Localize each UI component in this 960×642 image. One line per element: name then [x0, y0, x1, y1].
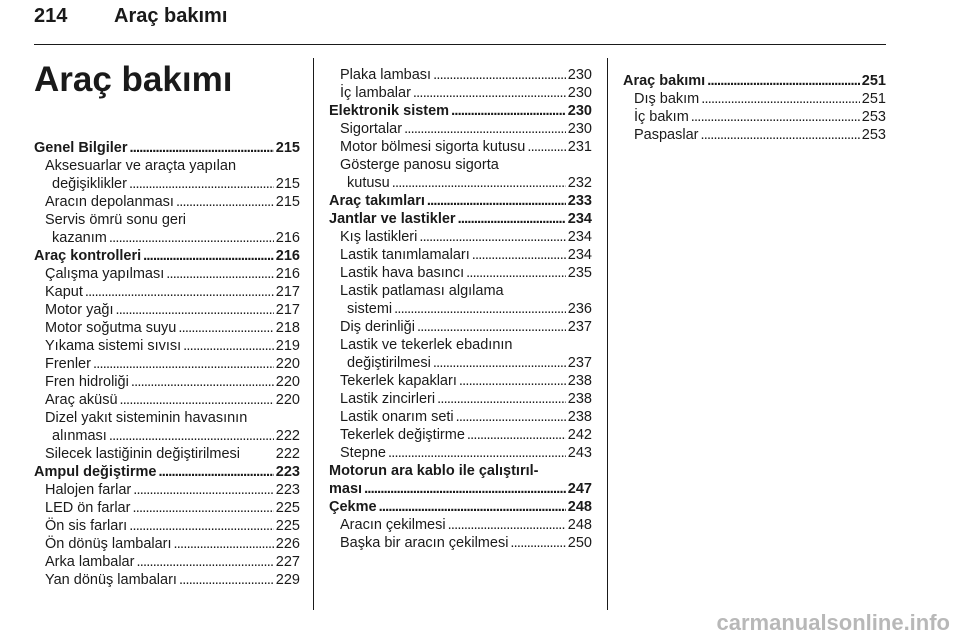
dot-leader: [701, 90, 860, 108]
toc-entry-row[interactable]: [329, 174, 592, 192]
toc-entry-label: Araç takımları: [329, 193, 425, 209]
toc-entry-label: Stepne: [340, 445, 386, 461]
toc-section-row[interactable]: [623, 72, 886, 90]
dot-leader: [392, 174, 566, 192]
dot-leader: [427, 192, 566, 210]
header-rule: [34, 44, 886, 45]
toc-page-number: 222: [275, 446, 300, 462]
toc-entry-label: Ampul değiştirme: [34, 464, 157, 480]
toc-section-row[interactable]: [329, 480, 592, 498]
toc-page-number: 248: [567, 499, 592, 515]
dot-leader: [472, 246, 566, 264]
toc-column: [623, 72, 886, 144]
toc-column: [34, 139, 300, 589]
dot-leader: [417, 318, 566, 336]
toc-entry-row[interactable]: [34, 373, 300, 391]
toc-section-row[interactable]: [34, 247, 300, 265]
page-number: 214: [34, 5, 68, 27]
toc-page-number: 216: [275, 248, 300, 264]
toc-entry-label: Frenler: [45, 356, 91, 372]
toc-page-number: 230: [567, 103, 592, 119]
toc-entry-label: Sigortalar: [340, 121, 403, 137]
toc-page-number: 250: [567, 535, 592, 551]
toc-page-number: 227: [275, 554, 300, 570]
toc-column: [329, 66, 592, 552]
dot-leader: [394, 300, 566, 318]
toc-section-heading: Motorun ara kablo ile çalıştırıl-: [329, 463, 539, 479]
dot-leader: [388, 444, 566, 462]
toc-entry-label: Ön dönüş lambaları: [45, 536, 172, 552]
toc-entry-label: Jantlar ve lastikler: [329, 211, 456, 227]
toc-entry-row[interactable]: [34, 283, 300, 301]
dot-leader: [437, 390, 566, 408]
toc-entry-label: Kış lastikleri: [340, 229, 418, 245]
toc-entry-label: Lastik onarım seti: [340, 409, 454, 425]
toc-page-number: 253: [861, 127, 886, 143]
dot-leader: [413, 84, 566, 102]
toc-page-number: 251: [861, 91, 886, 107]
toc-page-number: 234: [567, 229, 592, 245]
toc-section-row[interactable]: [34, 463, 300, 481]
toc-page-number: 215: [275, 176, 300, 192]
dot-leader: [467, 426, 566, 444]
dot-leader: [116, 301, 274, 319]
toc-page-number: 216: [275, 230, 300, 246]
toc-entry-row[interactable]: [34, 391, 300, 409]
toc-page-number: 247: [567, 481, 592, 497]
toc-section-row[interactable]: [329, 498, 592, 516]
header-title: Araç bakımı: [114, 5, 228, 27]
dot-leader: [700, 126, 859, 144]
toc-entry-row[interactable]: [34, 445, 300, 463]
dot-leader: [433, 66, 566, 84]
dot-leader: [93, 355, 274, 373]
column-divider: [607, 58, 608, 610]
toc-entry-row[interactable]: [34, 355, 300, 373]
toc-entry-label: Başka bir aracın çekilmesi: [340, 535, 509, 551]
toc-entry-label: LED ön farlar: [45, 500, 131, 516]
dot-leader: [451, 102, 566, 120]
dot-leader: [174, 535, 274, 553]
toc-entry-row[interactable]: [329, 138, 592, 156]
toc-entry-label: Yan dönüş lambaları: [45, 572, 177, 588]
toc-page-number: 229: [275, 572, 300, 588]
toc-entry: Gösterge panosu sigorta: [340, 157, 499, 173]
toc-entry-label: Motor yağı: [45, 302, 114, 318]
toc-entry-label: Genel Bilgiler: [34, 140, 128, 156]
toc-entry-row[interactable]: [329, 246, 592, 264]
toc-page-number: 219: [275, 338, 300, 354]
toc-entry-row[interactable]: [34, 517, 300, 535]
toc-entry-row[interactable]: [623, 108, 886, 126]
toc-entry-row[interactable]: [329, 318, 592, 336]
dot-leader: [183, 337, 274, 355]
toc-page-number: 230: [567, 67, 592, 83]
dot-leader: [707, 72, 860, 90]
dot-leader: [458, 210, 566, 228]
toc-page-number: 236: [567, 301, 592, 317]
toc-page-number: 218: [275, 320, 300, 336]
toc-entry-label: Diş derinliği: [340, 319, 415, 335]
toc-section-row[interactable]: [34, 139, 300, 157]
dot-leader: [143, 247, 274, 265]
toc-entry-label: Araç aküsü: [45, 392, 118, 408]
toc-page-number: 217: [275, 284, 300, 300]
dot-leader: [132, 499, 273, 517]
page-header: [34, 2, 886, 46]
toc-entry-row[interactable]: [329, 228, 592, 246]
toc-entry-label: İç lambalar: [340, 85, 411, 101]
toc-entry-row[interactable]: [34, 265, 300, 283]
toc-entry-row[interactable]: [329, 408, 592, 426]
toc-entry: Lastik ve tekerlek ebadının: [340, 337, 513, 353]
dot-leader: [85, 283, 274, 301]
toc-entry-label: alınması: [52, 428, 107, 444]
toc-entry-label: değiştirilmesi: [347, 355, 431, 371]
toc-entry-label: Tekerlek değiştirme: [340, 427, 465, 443]
dot-leader: [379, 498, 566, 516]
toc-page-number: 230: [567, 121, 592, 137]
toc-page-number: 253: [861, 109, 886, 125]
toc-page-number: 243: [567, 445, 592, 461]
toc-page-number: 235: [567, 265, 592, 281]
toc-entry-row[interactable]: [623, 90, 886, 108]
dot-leader: [158, 463, 273, 481]
toc-entry-row[interactable]: [329, 534, 592, 552]
toc-entry-row[interactable]: [623, 126, 886, 144]
toc-entry-row[interactable]: [34, 535, 300, 553]
toc-page-number: 216: [275, 266, 300, 282]
toc-page-number: 232: [567, 175, 592, 191]
toc-entry-label: Ön sis farları: [45, 518, 128, 534]
toc-page-number: 238: [567, 409, 592, 425]
toc-entry-label: Aracın depolanması: [45, 194, 174, 210]
toc-entry-label: ması: [329, 481, 363, 497]
toc-entry-row[interactable]: [34, 553, 300, 571]
toc-entry-label: Araç bakımı: [623, 73, 706, 89]
toc-entry-label: Motor soğutma suyu: [45, 320, 177, 336]
toc-entry: Servis ömrü sonu geri: [45, 212, 187, 228]
toc-page-number: 248: [567, 517, 592, 533]
dot-leader: [131, 373, 274, 391]
toc-page-number: 237: [567, 355, 592, 371]
toc-entry-row[interactable]: [34, 337, 300, 355]
toc-entry-label: Plaka lambası: [340, 67, 432, 83]
toc-page-number: 222: [275, 428, 300, 444]
dot-leader: [129, 139, 273, 157]
toc-section-row[interactable]: [329, 192, 592, 210]
toc-page-number: 242: [567, 427, 592, 443]
toc-page-number: 234: [567, 211, 592, 227]
toc-entry-label: değişiklikler: [52, 176, 127, 192]
toc-entry-label: Paspaslar: [634, 127, 699, 143]
toc-entry-label: sistemi: [347, 301, 393, 317]
dot-leader: [179, 571, 274, 589]
toc-entry-label: Halojen farlar: [45, 482, 132, 498]
toc-entry-row[interactable]: [34, 499, 300, 517]
dot-leader: [364, 480, 566, 498]
page-title: Araç bakımı: [34, 60, 233, 99]
toc-entry-label: Lastik zincirleri: [340, 391, 436, 407]
toc-page-number: 220: [275, 374, 300, 390]
toc-page-number: 215: [275, 194, 300, 210]
toc-section-row[interactable]: [329, 102, 592, 120]
toc-page-number: 220: [275, 356, 300, 372]
toc-entry-row[interactable]: [329, 354, 592, 372]
dot-leader: [466, 264, 566, 282]
toc-entry-row[interactable]: [34, 571, 300, 589]
dot-leader: [433, 354, 566, 372]
dot-leader: [109, 427, 274, 445]
toc-entry-row[interactable]: [329, 390, 592, 408]
toc-entry-label: Aracın çekilmesi: [340, 517, 446, 533]
toc-entry-label: kazanım: [52, 230, 107, 246]
toc-entry: Dizel yakıt sisteminin havasının: [45, 410, 248, 426]
toc-entry-label: İç bakım: [634, 109, 689, 125]
toc-entry-row[interactable]: [34, 301, 300, 319]
toc-page-number: 238: [567, 391, 592, 407]
toc-page-number: 225: [275, 518, 300, 534]
toc-page-number: 223: [275, 464, 300, 480]
toc-entry-row[interactable]: [329, 444, 592, 462]
toc-entry-label: Motor bölmesi sigorta kutusu: [340, 139, 526, 155]
dot-leader: [448, 516, 566, 534]
watermark: carmanualsonline.info: [716, 610, 950, 635]
dot-leader: [691, 108, 860, 126]
toc-entry-row[interactable]: [329, 372, 592, 390]
toc-page-number: 225: [275, 500, 300, 516]
toc-entry: Aksesuarlar ve araçta yapılan: [45, 158, 237, 174]
dot-leader: [129, 517, 274, 535]
toc-entry-label: Elektronik sistem: [329, 103, 450, 119]
toc-page-number: 230: [567, 85, 592, 101]
toc-entry-row[interactable]: [34, 175, 300, 193]
toc-section-row[interactable]: [329, 210, 592, 228]
toc-page-number: 234: [567, 247, 592, 263]
toc-page-number: 220: [275, 392, 300, 408]
dot-leader: [527, 138, 565, 156]
dot-leader: [419, 228, 565, 246]
toc-entry-row[interactable]: [34, 427, 300, 445]
toc-entry-row[interactable]: [34, 229, 300, 247]
dot-leader: [456, 408, 566, 426]
toc-entry-label: Çalışma yapılması: [45, 266, 165, 282]
toc-page-number: 233: [567, 193, 592, 209]
toc-page-number: 237: [567, 319, 592, 335]
toc-page-number: 251: [861, 73, 886, 89]
toc-entry-row[interactable]: [329, 426, 592, 444]
toc-entry-label: Fren hidroliği: [45, 374, 129, 390]
toc-page-number: 217: [275, 302, 300, 318]
toc-entry-row[interactable]: [329, 300, 592, 318]
toc-page-number: 231: [567, 139, 592, 155]
dot-leader: [129, 175, 274, 193]
toc-entry-label: Kaput: [45, 284, 83, 300]
dot-leader: [510, 534, 565, 552]
dot-leader: [133, 481, 274, 499]
dot-leader: [109, 229, 274, 247]
toc-page-number: 223: [275, 482, 300, 498]
dot-leader: [120, 391, 274, 409]
toc-page-number: 238: [567, 373, 592, 389]
dot-leader: [459, 372, 566, 390]
dot-leader: [404, 120, 566, 138]
toc-entry-row[interactable]: [34, 193, 300, 211]
toc-page-number: 215: [275, 140, 300, 156]
toc-entry-label: Lastik hava basıncı: [340, 265, 465, 281]
toc-entry: Lastik patlaması algılama: [340, 283, 504, 299]
toc-entry-label: kutusu: [347, 175, 390, 191]
toc-page-number: 226: [275, 536, 300, 552]
toc-entry-label: Tekerlek kapakları: [340, 373, 457, 389]
toc-entry-label: Araç kontrolleri: [34, 248, 142, 264]
toc-entry-label: Silecek lastiğinin değiştirilmesi: [45, 446, 241, 462]
toc-entry-row[interactable]: [329, 120, 592, 138]
toc-entry-label: Lastik tanımlamaları: [340, 247, 470, 263]
toc-entry-label: Çekme: [329, 499, 377, 515]
column-divider: [313, 58, 314, 610]
toc-entry-label: Dış bakım: [634, 91, 700, 107]
toc-entry-row[interactable]: [329, 84, 592, 102]
dot-leader: [178, 319, 273, 337]
dot-leader: [176, 193, 274, 211]
toc-entry-row[interactable]: [329, 516, 592, 534]
toc-entry-row[interactable]: [34, 481, 300, 499]
toc-entry-row[interactable]: [329, 264, 592, 282]
toc-entry-row[interactable]: [34, 319, 300, 337]
toc-entry-label: Arka lambalar: [45, 554, 135, 570]
dot-leader: [166, 265, 274, 283]
toc-entry-label: Yıkama sistemi sıvısı: [45, 338, 182, 354]
toc-entry-row[interactable]: [329, 66, 592, 84]
dot-leader: [136, 553, 273, 571]
